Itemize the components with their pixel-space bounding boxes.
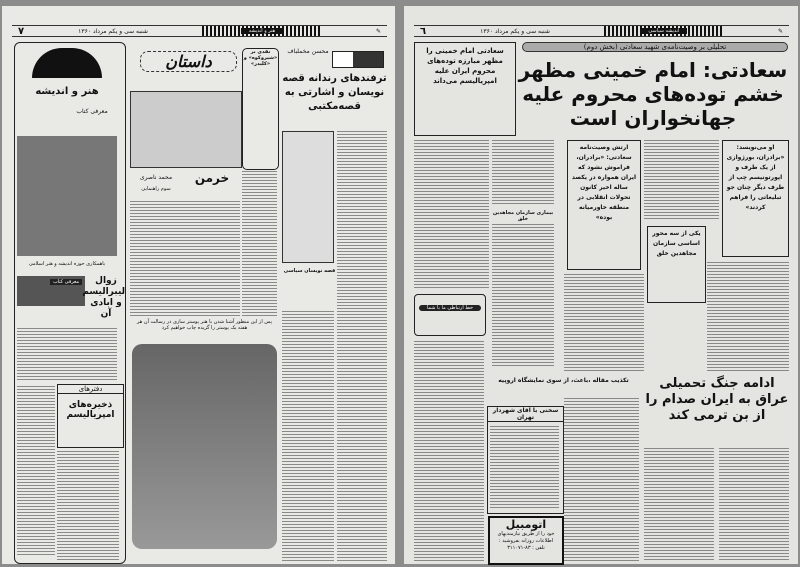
quote-text: یکی از سه محور اساسی سازمان مجاهدین خلق [652,230,701,257]
intro-text: سعادتی امام خمینی را مظهر مبارزه توده‌های محروم ایران علیه امپریالیسم می‌داند [426,47,504,85]
talk-headline: سخنی با آقای شهردار تهران [488,407,563,422]
article-text [564,398,639,561]
phone-ad-label: خط ارتباطی ما با شما [419,305,481,311]
car-ad-line1: خود را از طریق نیازمندیهای [497,531,555,537]
illustration-caption: قصه نویسان سیاسی [283,268,336,274]
car-ad-line2: اطلاعات روزانه بفروشید : [498,538,554,544]
article-logo-icon [332,51,384,68]
ad-title: ذخیره‌های امپریالیسم [66,400,115,420]
article-text [242,171,277,316]
car-ad [488,516,564,565]
article-text [564,274,644,371]
story-grade: سوم راهنمایی [141,186,171,192]
car-ad-phone: تلفن : ۸۳-۳۱۱۰۷۱ [507,545,545,551]
ad-box [57,384,124,448]
quote-text: ارتش وصیت‌نامه سعادتی: «برادران، فراموش نشود که ایران همواره در یکصد ساله اخیر کانون تحولات انقلابی در منطقه خاورمیانه بوده» [571,144,637,221]
critique-box [242,48,279,170]
quote-text: او می‌نویسد: «برادران، بورژوازی از یک طرف و اپورتونیسم چپ از طرف دیگر چنان جو تبلیغاتی را فراهم کردند» [726,144,785,211]
car-ad-title: اتومبیل [505,518,547,531]
page-number: ٦ [420,25,427,37]
newspaper-logo: ✎ [777,27,783,35]
ad-series: دفترهای [58,385,123,394]
page-number: ۷ [18,25,25,37]
liberalism-headline: زوال لیبرالیسم و ابادی آن [82,276,125,319]
faceless-man-illustration [282,131,334,263]
left-page [2,6,395,564]
critique-title: نقدی بر «شیروکوه» و «کلیدر» [243,49,278,67]
story-illustration [130,91,242,168]
article-text [707,262,789,371]
section-logo-label: هنر و اندیشه [35,86,99,97]
section-bar [604,26,724,36]
article-text [17,386,55,556]
kicker: تحلیلی بر وصیت‌نامه‌ی شهید سعادتی (بخش دوم) [522,42,788,52]
article-text [414,140,489,290]
war-headline: ادامه جنگ تحمیلی عراق به ایران صدام را از بن ترمی کند [645,376,789,423]
author-name: محسن مخملباف [287,48,329,55]
pull-quote [722,140,789,257]
article-text [337,131,387,561]
collaboration-caption: باهمکاری حوزه اندیشه و هنر اسلامی [28,261,106,267]
right-page [404,6,798,564]
article-text [490,426,559,508]
article-text [644,448,714,561]
article-text [719,448,789,561]
denial-headline: تکذیب مقاله ،باعث، از سوی نمایشگاه اروپیه [498,377,629,384]
article-text [492,140,554,206]
book-cover-image [17,136,117,256]
phone-ad [414,294,486,336]
page-date: شنبه سی و یکم مرداد ۱۳۶۰ [480,27,550,35]
story-title: خرمن [194,171,230,185]
section-bar [202,26,322,36]
article-text [414,341,484,561]
article-text [17,328,117,381]
article-text [57,451,119,561]
section-label: هنر و اندیشه [241,28,283,34]
page-header [414,25,789,37]
main-headline: ترفندهای رندانه قصه نویسان و اشارتی به قصه‌مکتبی [282,73,387,112]
intro-box [414,42,516,136]
story-author: محمد ناصری [139,174,173,181]
main-headline: سعادتی: امام خمینی مظهر خشم توده‌های محروم علیه جهانخواران است [518,58,788,130]
story-text [130,201,240,316]
article-text [644,140,719,220]
flower-poster-image [132,344,277,549]
article-text [282,311,334,561]
book-badge: معرفی کتاب [50,279,82,285]
section-label: اندیشه سیاسی [640,28,687,34]
pull-quote [647,226,706,303]
newspaper-logo: ✎ [375,27,381,35]
page-date: شنبه سی و یکم مرداد ۱۳۶۰ [78,27,148,35]
photo-caption: پس از این منظور آشنا شدن با هنر پوستر سازی در رسالت آن هر هفته یک پوستر را گزیده چاپ خواهیم کرد [136,319,273,331]
story-logo: داستان [140,51,237,72]
page-header [12,25,387,37]
pull-quote [567,140,641,270]
subhead: بیماری سازمان مجاهدین خلق [492,210,554,222]
article-text [492,224,554,366]
book-intro-label: معرفی کتاب [76,108,108,115]
